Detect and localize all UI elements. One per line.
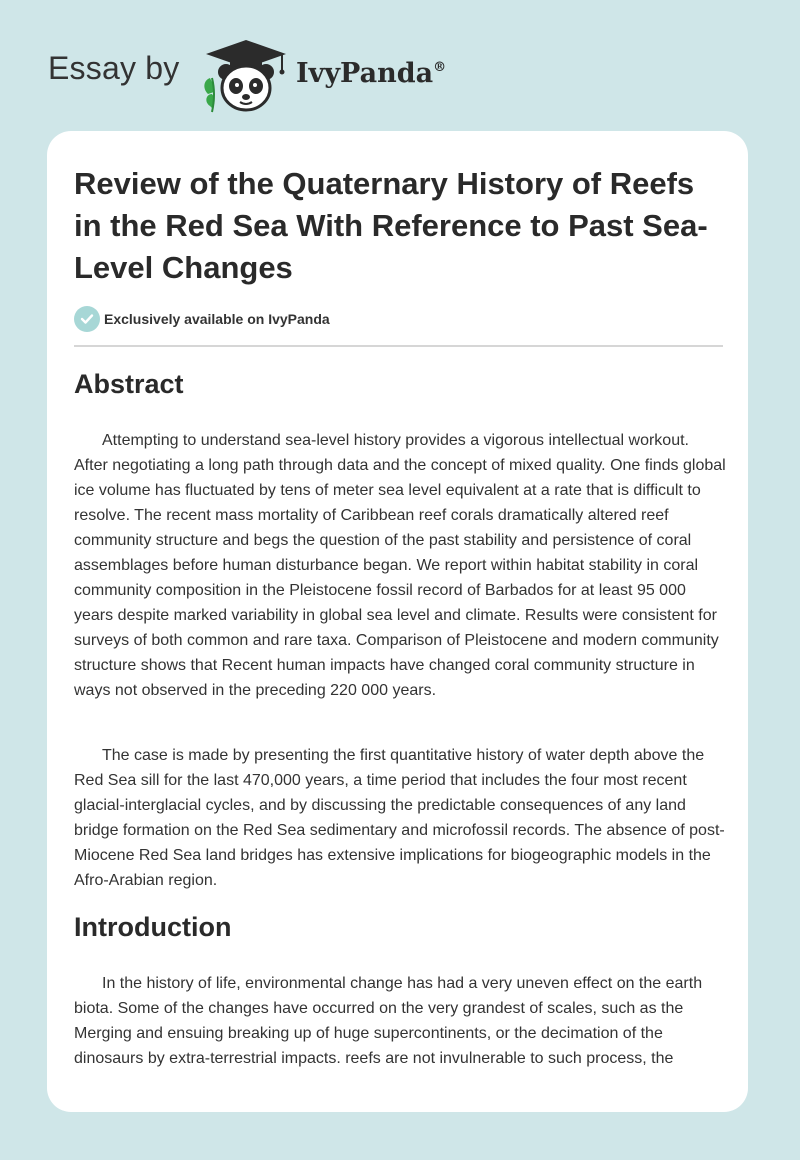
exclusive-text: Exclusively available on IvyPanda	[104, 311, 330, 327]
essay-by-label: Essay by	[48, 50, 180, 86]
check-icon	[74, 306, 100, 332]
site-header	[48, 36, 468, 116]
introduction-paragraph-1: In the history of life, environmental change has had a very uneven effect on the earth biota. Some of the changes have occurred on the very grandest of scales, such as the Merging and ensuing breaking up of huge supercontinents, or the decimation of the dinosaurs by extra-terrestrial impacts. reefs are not invulnerable to such process, the	[74, 975, 703, 1067]
abstract-paragraph-1: Attempting to understand sea-level history provides a vigorous intellectual workout. After negotiating a long path through data and the concept of mixed quality. One finds global ice volume has fluctuated by tens of meter sea level equivalent at a rate that is difficult to resolve. The recent mass mortality of Caribbean reef corals dramatically altered reef community structure and begs the question of the past stability and persistence of coral assemblages before human disturbance began. We report within habitat stability in coral community composition in the Pleistocene fossil record of Barbados for at least 95 000 years despite marked variability in global sea level and climate. Results were consistent for surveys of both common and rare taxa. Comparison of Pleistocene and modern community structure shows that Recent human impacts have changed coral community structure in ways not observed in the preceding 220 000 years.	[74, 432, 726, 699]
exclusive-badge	[74, 306, 330, 332]
introduction-heading: Introduction	[74, 912, 232, 942]
abstract-paragraph-2: The case is made by presenting the first quantitative history of water depth above the Red Sea sill for the last 470,000 years, a time period that includes the four most recent glacial-interglacial cycles, and by discussing the predictable consequences of any land bridge formation on the Red Sea sedimentary and microfossil records. The absence of post-Miocene Red Sea land bridges has extensive implications for biogeographic models in the Afro-Arabian region.	[74, 747, 725, 889]
brand-name[interactable]: IvyPanda®	[296, 58, 447, 89]
ivypanda-logo-icon[interactable]	[200, 36, 292, 114]
page-title: Review of the Quaternary History of Reefs in the Red Sea With Reference to Past Sea-Level Changes	[74, 166, 708, 285]
abstract-heading: Abstract	[74, 369, 184, 399]
essay-card	[47, 131, 748, 1112]
divider	[74, 345, 723, 347]
